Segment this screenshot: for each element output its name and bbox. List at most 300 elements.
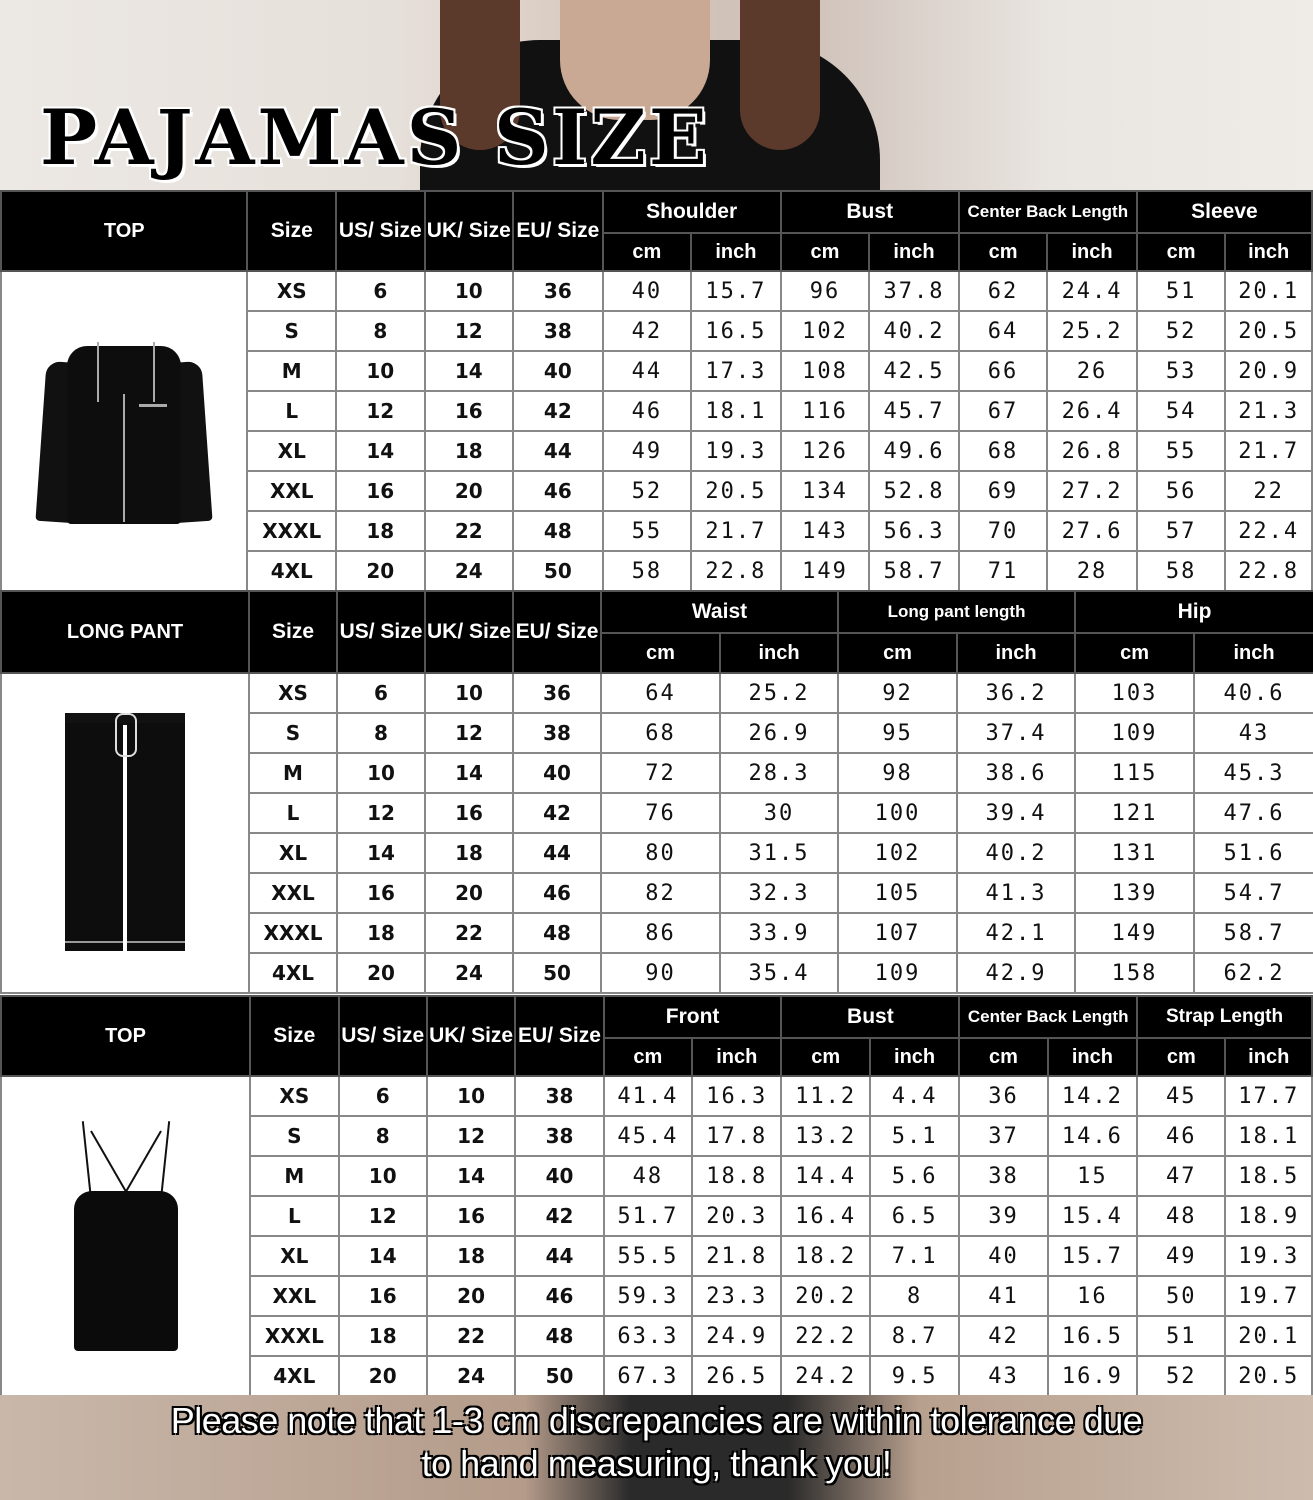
size-conversion-value: 14 (336, 431, 425, 471)
uk-size-header: UK/ Size (425, 591, 513, 673)
measurement-value: 95 (838, 713, 957, 753)
unit-inch: inch (691, 233, 781, 271)
measurement-value: 37.4 (957, 713, 1075, 753)
size-label: XL (247, 431, 336, 471)
size-label: S (250, 1116, 338, 1156)
unit-cm: cm (1137, 233, 1226, 271)
measurement-value: 17.7 (1225, 1076, 1312, 1116)
measurement-value: 41 (959, 1276, 1047, 1316)
measurement-value: 16.5 (691, 311, 781, 351)
size-label: XS (249, 673, 337, 713)
measurement-value: 59.3 (604, 1276, 692, 1316)
measurement-value: 46 (603, 391, 692, 431)
size-conversion-value: 36 (513, 673, 601, 713)
bust-header: Bust (781, 191, 959, 233)
measurement-value: 54.7 (1194, 873, 1313, 913)
measurement-value: 109 (838, 953, 957, 993)
measurement-value: 22.8 (691, 551, 781, 591)
measurement-value: 55 (1137, 431, 1226, 471)
measurement-value: 42.9 (957, 953, 1075, 993)
unit-inch: inch (869, 233, 959, 271)
size-label: 4XL (249, 953, 337, 993)
measurement-value: 49.6 (869, 431, 959, 471)
measurement-value: 43 (959, 1356, 1047, 1396)
cami-size-table (0, 995, 1313, 1397)
measurement-value: 55.5 (604, 1236, 692, 1276)
measurement-value: 40.6 (1194, 673, 1313, 713)
measurement-value: 66 (959, 351, 1048, 391)
size-conversion-value: 24 (425, 551, 514, 591)
size-label: XL (249, 833, 337, 873)
measurement-value: 26.9 (720, 713, 838, 753)
measurement-value: 43 (1194, 713, 1313, 753)
size-label: XXL (249, 873, 337, 913)
size-conversion-value: 12 (427, 1116, 515, 1156)
measurement-value: 20.9 (1225, 351, 1312, 391)
measurement-value: 17.3 (691, 351, 781, 391)
measurement-value: 41.4 (604, 1076, 692, 1116)
measurement-value: 68 (959, 431, 1048, 471)
size-conversion-value: 50 (515, 1356, 603, 1396)
size-conversion-value: 40 (513, 753, 601, 793)
category-label: TOP (1, 191, 247, 271)
unit-cm: cm (781, 1038, 869, 1076)
measurement-value: 42 (603, 311, 692, 351)
measurement-value: 47 (1137, 1156, 1225, 1196)
measurement-value: 18.8 (692, 1156, 781, 1196)
size-conversion-value: 50 (513, 551, 603, 591)
measurement-value: 67.3 (604, 1356, 692, 1396)
measurement-value: 53 (1137, 351, 1226, 391)
measurement-value: 21.8 (692, 1236, 781, 1276)
size-conversion-value: 18 (339, 1316, 427, 1356)
measurement-value: 26 (1047, 351, 1137, 391)
measurement-value: 52 (1137, 1356, 1225, 1396)
measurement-value: 76 (601, 793, 720, 833)
unit-cm: cm (601, 633, 720, 673)
pants-size-table (0, 590, 1313, 994)
top-size-table (0, 190, 1313, 592)
size-conversion-value: 12 (337, 793, 425, 833)
measurement-value: 38.6 (957, 753, 1075, 793)
sleeve-header: Sleeve (1137, 191, 1312, 233)
measurement-value: 57 (1137, 511, 1226, 551)
size-label: XS (247, 271, 336, 311)
measurement-value: 52.8 (869, 471, 959, 511)
measurement-value: 49 (603, 431, 692, 471)
measurement-value: 26.8 (1047, 431, 1137, 471)
measurement-value: 35.4 (720, 953, 838, 993)
shirt-image (39, 334, 209, 529)
tolerance-note-line2: to hand measuring, thank you! (421, 1443, 892, 1484)
measurement-value: 18.2 (781, 1236, 869, 1276)
measurement-value: 22.8 (1225, 551, 1312, 591)
measurement-value: 21.7 (691, 511, 781, 551)
measurement-value: 82 (601, 873, 720, 913)
measurement-value: 6.5 (870, 1196, 959, 1236)
measurement-value: 18.5 (1225, 1156, 1312, 1196)
size-conversion-value: 20 (337, 953, 425, 993)
measurement-value: 27.6 (1047, 511, 1137, 551)
measurement-value: 24.2 (781, 1356, 869, 1396)
measurement-value: 24.9 (692, 1316, 781, 1356)
hero-photo (0, 0, 1313, 190)
size-conversion-value: 10 (425, 673, 513, 713)
size-conversion-value: 48 (513, 913, 601, 953)
size-conversion-value: 22 (427, 1316, 515, 1356)
measurement-value: 16.4 (781, 1196, 869, 1236)
size-conversion-value: 44 (515, 1236, 603, 1276)
measurement-value: 90 (601, 953, 720, 993)
size-conversion-value: 10 (337, 753, 425, 793)
measurement-value: 14.2 (1048, 1076, 1137, 1116)
measurement-value: 102 (838, 833, 957, 873)
measurement-value: 149 (1075, 913, 1194, 953)
measurement-value: 7.1 (870, 1236, 959, 1276)
measurement-value: 46 (1137, 1116, 1225, 1156)
center-back-length-header: Center Back Length (959, 191, 1137, 233)
size-header: Size (250, 996, 338, 1076)
size-label: XXL (247, 471, 336, 511)
measurement-value: 131 (1075, 833, 1194, 873)
unit-cm: cm (959, 1038, 1047, 1076)
unit-inch: inch (1225, 1038, 1312, 1076)
size-header: Size (247, 191, 336, 271)
size-conversion-value: 18 (427, 1236, 515, 1276)
measurement-value: 92 (838, 673, 957, 713)
measurement-value: 134 (781, 471, 870, 511)
long-pant-length-header: Long pant length (838, 591, 1075, 633)
measurement-value: 15.4 (1048, 1196, 1137, 1236)
size-conversion-value: 6 (337, 673, 425, 713)
measurement-value: 103 (1075, 673, 1194, 713)
size-label: XXL (250, 1276, 338, 1316)
shoulder-header: Shoulder (603, 191, 781, 233)
measurement-value: 58 (1137, 551, 1226, 591)
measurement-value: 48 (604, 1156, 692, 1196)
unit-cm: cm (1075, 633, 1194, 673)
size-conversion-value: 10 (425, 271, 514, 311)
measurement-value: 116 (781, 391, 870, 431)
unit-cm: cm (1137, 1038, 1225, 1076)
unit-cm: cm (604, 1038, 692, 1076)
measurement-value: 109 (1075, 713, 1194, 753)
measurement-value: 23.3 (692, 1276, 781, 1316)
size-conversion-value: 40 (513, 351, 603, 391)
measurement-value: 30 (720, 793, 838, 833)
size-conversion-value: 42 (513, 793, 601, 833)
size-conversion-value: 48 (515, 1316, 603, 1356)
measurement-value: 16 (1048, 1276, 1137, 1316)
waist-header: Waist (601, 591, 838, 633)
size-conversion-value: 22 (425, 511, 514, 551)
measurement-value: 20.5 (691, 471, 781, 511)
model-hair-right (740, 0, 820, 150)
measurement-value: 37 (959, 1116, 1047, 1156)
size-label: 4XL (250, 1356, 338, 1396)
measurement-value: 5.1 (870, 1116, 959, 1156)
uk-size-header: UK/ Size (427, 996, 515, 1076)
measurement-value: 49 (1137, 1236, 1225, 1276)
product-image-cell (1, 1076, 250, 1396)
measurement-value: 69 (959, 471, 1048, 511)
us-size-header: US/ Size (337, 591, 425, 673)
size-conversion-value: 42 (513, 391, 603, 431)
size-conversion-value: 18 (337, 913, 425, 953)
measurement-value: 37.8 (869, 271, 959, 311)
measurement-value: 51 (1137, 1316, 1225, 1356)
measurement-value: 58.7 (1194, 913, 1313, 953)
unit-inch: inch (1225, 233, 1312, 271)
measurement-value: 40 (603, 271, 692, 311)
size-conversion-value: 14 (425, 753, 513, 793)
measurement-value: 64 (601, 673, 720, 713)
measurement-value: 8 (870, 1276, 959, 1316)
size-conversion-value: 20 (339, 1356, 427, 1396)
size-conversion-value: 40 (515, 1156, 603, 1196)
size-conversion-value: 12 (339, 1196, 427, 1236)
measurement-value: 19.3 (1225, 1236, 1312, 1276)
measurement-value: 26.4 (1047, 391, 1137, 431)
measurement-value: 20.1 (1225, 271, 1312, 311)
measurement-value: 58 (603, 551, 692, 591)
measurement-value: 25.2 (1047, 311, 1137, 351)
measurement-value: 56 (1137, 471, 1226, 511)
size-conversion-value: 24 (425, 953, 513, 993)
unit-cm: cm (838, 633, 957, 673)
measurement-value: 9.5 (870, 1356, 959, 1396)
top-rows (1, 271, 1312, 591)
size-conversion-value: 38 (513, 311, 603, 351)
measurement-value: 67 (959, 391, 1048, 431)
measurement-value: 139 (1075, 873, 1194, 913)
measurement-value: 21.7 (1225, 431, 1312, 471)
measurement-value: 52 (603, 471, 692, 511)
size-conversion-value: 16 (339, 1276, 427, 1316)
measurement-value: 14.6 (1048, 1116, 1137, 1156)
measurement-value: 22.2 (781, 1316, 869, 1356)
size-conversion-value: 38 (515, 1116, 603, 1156)
category-label: LONG PANT (1, 591, 249, 673)
measurement-value: 105 (838, 873, 957, 913)
measurement-value: 20.2 (781, 1276, 869, 1316)
measurement-value: 42.5 (869, 351, 959, 391)
measurement-value: 11.2 (781, 1076, 869, 1116)
size-label: XL (250, 1236, 338, 1276)
size-conversion-value: 38 (515, 1076, 603, 1116)
measurement-value: 20.5 (1225, 1356, 1312, 1396)
table-row (1, 271, 1312, 311)
unit-inch: inch (692, 1038, 781, 1076)
measurement-value: 28 (1047, 551, 1137, 591)
size-conversion-value: 22 (425, 913, 513, 953)
size-conversion-value: 24 (427, 1356, 515, 1396)
size-label: XXXL (247, 511, 336, 551)
front-header: Front (604, 996, 782, 1038)
measurement-value: 108 (781, 351, 870, 391)
size-conversion-value: 48 (513, 511, 603, 551)
size-label: L (250, 1196, 338, 1236)
measurement-value: 16.9 (1048, 1356, 1137, 1396)
size-conversion-value: 50 (513, 953, 601, 993)
size-conversion-value: 42 (515, 1196, 603, 1236)
measurement-value: 20.1 (1225, 1316, 1312, 1356)
measurement-value: 33.9 (720, 913, 838, 953)
unit-cm: cm (603, 233, 692, 271)
table-row (1, 673, 1313, 713)
measurement-value: 62.2 (1194, 953, 1313, 993)
measurement-value: 24.4 (1047, 271, 1137, 311)
size-conversion-value: 10 (336, 351, 425, 391)
size-conversion-value: 6 (336, 271, 425, 311)
size-conversion-value: 20 (425, 873, 513, 913)
measurement-value: 149 (781, 551, 870, 591)
pants-image (60, 713, 190, 953)
measurement-value: 115 (1075, 753, 1194, 793)
eu-size-header: EU/ Size (513, 191, 603, 271)
bust-header: Bust (781, 996, 959, 1038)
unit-inch: inch (1194, 633, 1313, 673)
size-conversion-value: 44 (513, 431, 603, 471)
measurement-value: 19.3 (691, 431, 781, 471)
measurement-value: 20.3 (692, 1196, 781, 1236)
size-conversion-value: 8 (337, 713, 425, 753)
measurement-value: 32.3 (720, 873, 838, 913)
measurement-value: 28.3 (720, 753, 838, 793)
eu-size-header: EU/ Size (515, 996, 603, 1076)
size-conversion-value: 12 (425, 311, 514, 351)
size-label: 4XL (247, 551, 336, 591)
measurement-value: 143 (781, 511, 870, 551)
measurement-value: 42 (959, 1316, 1047, 1356)
size-label: M (247, 351, 336, 391)
measurement-value: 15 (1048, 1156, 1137, 1196)
unit-cm: cm (781, 233, 870, 271)
size-conversion-value: 36 (513, 271, 603, 311)
measurement-value: 27.2 (1047, 471, 1137, 511)
measurement-value: 14.4 (781, 1156, 869, 1196)
measurement-value: 15.7 (691, 271, 781, 311)
measurement-value: 45 (1137, 1076, 1225, 1116)
unit-inch: inch (1048, 1038, 1137, 1076)
measurement-value: 56.3 (869, 511, 959, 551)
size-conversion-value: 12 (425, 713, 513, 753)
measurement-value: 36.2 (957, 673, 1075, 713)
measurement-value: 39.4 (957, 793, 1075, 833)
measurement-value: 16.3 (692, 1076, 781, 1116)
measurement-value: 39 (959, 1196, 1047, 1236)
measurement-value: 38 (959, 1156, 1047, 1196)
measurement-value: 40 (959, 1236, 1047, 1276)
size-conversion-value: 16 (336, 471, 425, 511)
measurement-value: 102 (781, 311, 870, 351)
measurement-value: 52 (1137, 311, 1226, 351)
size-conversion-value: 38 (513, 713, 601, 753)
cami-image (66, 1121, 186, 1351)
measurement-value: 41.3 (957, 873, 1075, 913)
cami-size-table-section (0, 995, 1313, 1395)
unit-inch: inch (1047, 233, 1137, 271)
size-label: M (249, 753, 337, 793)
unit-inch: inch (957, 633, 1075, 673)
size-conversion-value: 6 (339, 1076, 427, 1116)
measurement-value: 54 (1137, 391, 1226, 431)
size-label: S (247, 311, 336, 351)
measurement-value: 26.5 (692, 1356, 781, 1396)
size-label: L (249, 793, 337, 833)
unit-cm: cm (959, 233, 1048, 271)
measurement-value: 5.6 (870, 1156, 959, 1196)
measurement-value: 25.2 (720, 673, 838, 713)
measurement-value: 45.3 (1194, 753, 1313, 793)
size-conversion-value: 20 (427, 1276, 515, 1316)
measurement-value: 63.3 (604, 1316, 692, 1356)
size-conversion-value: 16 (425, 391, 514, 431)
measurement-value: 58.7 (869, 551, 959, 591)
measurement-value: 16.5 (1048, 1316, 1137, 1356)
size-conversion-value: 16 (427, 1196, 515, 1236)
measurement-value: 15.7 (1048, 1236, 1137, 1276)
eu-size-header: EU/ Size (513, 591, 601, 673)
measurement-value: 22 (1225, 471, 1312, 511)
measurement-value: 21.3 (1225, 391, 1312, 431)
measurement-value: 51 (1137, 271, 1226, 311)
size-conversion-value: 16 (425, 793, 513, 833)
measurement-value: 36 (959, 1076, 1047, 1116)
measurement-value: 64 (959, 311, 1048, 351)
size-label: XXXL (249, 913, 337, 953)
size-conversion-value: 10 (339, 1156, 427, 1196)
product-image-cell (1, 673, 249, 993)
size-conversion-value: 46 (513, 873, 601, 913)
measurement-value: 22.4 (1225, 511, 1312, 551)
measurement-value: 8.7 (870, 1316, 959, 1356)
measurement-value: 45.4 (604, 1116, 692, 1156)
measurement-value: 121 (1075, 793, 1194, 833)
unit-inch: inch (870, 1038, 959, 1076)
measurement-value: 13.2 (781, 1116, 869, 1156)
measurement-value: 51.6 (1194, 833, 1313, 873)
cami-rows (1, 1076, 1312, 1396)
measurement-value: 70 (959, 511, 1048, 551)
strap-length-header: Strap Length (1137, 996, 1312, 1038)
uk-size-header: UK/ Size (425, 191, 514, 271)
size-conversion-value: 14 (427, 1156, 515, 1196)
center-back-length-header: Center Back Length (959, 996, 1137, 1038)
size-conversion-value: 18 (425, 833, 513, 873)
measurement-value: 86 (601, 913, 720, 953)
size-conversion-value: 20 (425, 471, 514, 511)
measurement-value: 31.5 (720, 833, 838, 873)
measurement-value: 18.1 (1225, 1116, 1312, 1156)
product-image-cell (1, 271, 247, 591)
measurement-value: 107 (838, 913, 957, 953)
size-label: XXXL (250, 1316, 338, 1356)
measurement-value: 72 (601, 753, 720, 793)
measurement-value: 98 (838, 753, 957, 793)
measurement-value: 18.9 (1225, 1196, 1312, 1236)
size-conversion-value: 20 (336, 551, 425, 591)
measurement-value: 51.7 (604, 1196, 692, 1236)
pants-size-table-section (0, 590, 1313, 995)
unit-inch: inch (720, 633, 838, 673)
measurement-value: 158 (1075, 953, 1194, 993)
size-conversion-value: 18 (336, 511, 425, 551)
measurement-value: 18.1 (691, 391, 781, 431)
measurement-value: 40.2 (957, 833, 1075, 873)
measurement-value: 48 (1137, 1196, 1225, 1236)
top-size-table-section (0, 190, 1313, 590)
